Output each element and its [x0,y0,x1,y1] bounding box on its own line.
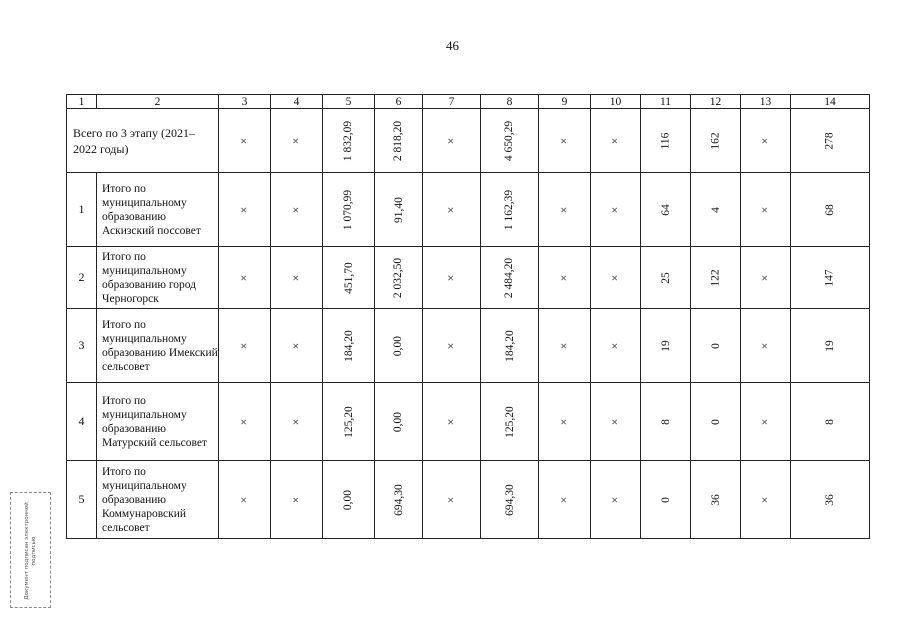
row-value-text: × [558,206,571,214]
row-value-text: × [759,206,772,214]
total-value-text: × [558,137,571,145]
municipality-name: Итого по муниципальному образованию Коммунаровский сельсовет [97,461,219,539]
table-row [67,461,870,539]
row-value-text: 8 [659,419,672,425]
row-value-text: 0 [659,497,672,503]
row-value [591,247,641,309]
row-value-text: 1 162,39 [503,189,516,231]
row-value [741,309,791,383]
column-number: 8 [481,95,539,109]
row-value-text: 0 [709,419,722,425]
row-value [219,461,271,539]
row-value [323,383,375,461]
total-value-text: × [238,137,251,145]
row-number: 5 [67,461,97,539]
row-value-text: 1 070,99 [342,189,355,231]
row-value-text: 694,30 [392,484,405,516]
row-value-text: × [238,496,251,504]
row-value [591,383,641,461]
row-value [741,173,791,247]
row-value-text: 2 032,50 [392,257,405,299]
row-value [641,247,691,309]
row-value-text: × [445,206,458,214]
row-value-text: 19 [659,340,672,352]
row-value-text: 19 [824,340,836,352]
row-value [323,309,375,383]
row-value-text: 64 [659,204,672,216]
row-value [591,461,641,539]
row-value [641,309,691,383]
row-value-text: × [558,274,571,282]
row-value [271,383,323,461]
table-row [67,309,870,383]
row-value [791,309,870,383]
row-value-text: × [445,274,458,282]
row-value-text: × [445,342,458,350]
total-value-text: × [759,137,772,145]
total-value [691,109,741,173]
municipality-name: Итого по муниципальному образованию Матурский сельсовет [97,383,219,461]
total-value [219,109,271,173]
row-value-text: 125,20 [503,406,516,438]
column-number: 10 [591,95,641,109]
row-value-text: × [558,342,571,350]
row-value [539,383,591,461]
row-value [423,383,481,461]
row-value [481,309,539,383]
row-value-text: × [445,418,458,426]
row-value-text: 184,20 [342,330,355,362]
row-value-text: 184,20 [503,330,516,362]
row-value [271,173,323,247]
row-value [691,247,741,309]
total-value [791,109,870,173]
row-value [539,461,591,539]
row-value-text: 25 [659,272,672,284]
row-value-text: 36 [709,494,722,506]
row-value-text: × [609,206,622,214]
row-value [375,247,423,309]
row-value [375,309,423,383]
row-value [323,461,375,539]
total-value-text: 1 832,09 [342,120,355,162]
total-value-text: 116 [659,132,672,150]
row-value-text: 122 [709,269,722,287]
stamp-text: Документ подписан электронной подписью [24,502,37,600]
row-value-text: 147 [824,269,836,287]
row-value [481,383,539,461]
total-row [67,109,870,173]
row-value [591,173,641,247]
row-value [219,383,271,461]
row-value-text: × [445,496,458,504]
row-value [539,173,591,247]
row-value [271,247,323,309]
row-value-text: 91,40 [392,197,405,223]
row-value [423,309,481,383]
total-value-text: × [609,137,622,145]
total-value [481,109,539,173]
row-value [539,309,591,383]
row-value [375,461,423,539]
municipality-name: Итого по муниципальному образованию Аскизский поссовет [97,173,219,247]
row-value-text: 0,00 [392,335,405,357]
row-value [423,247,481,309]
row-number: 3 [67,309,97,383]
total-value [741,109,791,173]
column-number: 4 [271,95,323,109]
row-value-text: × [558,496,571,504]
row-value-text: × [290,206,303,214]
column-number: 7 [423,95,481,109]
total-value [591,109,641,173]
row-value-text: 8 [824,419,836,425]
row-value [323,247,375,309]
row-value-text: × [290,342,303,350]
row-value-text: 125,20 [342,406,355,438]
row-value-text: × [238,418,251,426]
row-value-text: × [290,418,303,426]
row-value [219,247,271,309]
row-value [219,173,271,247]
column-number: 5 [323,95,375,109]
row-value [423,173,481,247]
row-value-text: × [558,418,571,426]
column-number: 9 [539,95,591,109]
row-value [375,383,423,461]
table-row [67,383,870,461]
municipality-name: Итого по муниципальному образованию Имекский сельсовет [97,309,219,383]
page-number: 46 [446,38,459,53]
column-number: 12 [691,95,741,109]
total-value-text: 162 [709,132,722,150]
row-value-text: × [238,342,251,350]
row-value-text: × [609,496,622,504]
row-number: 4 [67,383,97,461]
row-value [691,383,741,461]
row-value-text: 694,30 [503,484,516,516]
row-value [375,173,423,247]
total-value-text: 4 650,29 [503,120,516,162]
row-value [219,309,271,383]
row-value [691,461,741,539]
row-value [791,461,870,539]
row-value-text: × [609,274,622,282]
row-value-text: × [759,342,772,350]
row-value-text: 36 [824,494,836,506]
header-row [67,95,870,109]
column-number: 2 [97,95,219,109]
row-value [791,173,870,247]
row-value [271,461,323,539]
column-number: 1 [67,95,97,109]
row-value [791,383,870,461]
total-value [423,109,481,173]
row-value [591,309,641,383]
row-value [323,173,375,247]
data-table [66,94,870,539]
row-value-text: × [290,274,303,282]
row-value-text: × [238,274,251,282]
row-value-text: 451,70 [342,262,355,294]
row-value-text: × [759,274,772,282]
total-value [539,109,591,173]
row-value-text: × [609,342,622,350]
total-value [323,109,375,173]
total-value-text: 2 818,20 [392,120,405,162]
row-value [481,173,539,247]
total-value [641,109,691,173]
total-value-text: × [445,137,458,145]
row-value [691,173,741,247]
row-value-text: 0 [709,343,722,349]
table-row [67,173,870,247]
row-value [423,461,481,539]
row-value-text: × [759,496,772,504]
total-value-text: 278 [824,132,836,150]
municipality-name: Итого по муниципальному образованию город Черногорск [97,247,219,309]
row-value-text: 0,00 [392,411,405,433]
row-value [641,173,691,247]
table-row [67,247,870,309]
total-value [375,109,423,173]
row-value-text: 0,00 [342,489,355,511]
total-value-text: × [290,137,303,145]
row-value [481,461,539,539]
row-value-text: × [609,418,622,426]
row-value-text: 68 [824,204,836,216]
row-value [741,247,791,309]
row-value [791,247,870,309]
vertical-stamp [10,492,51,608]
row-value [641,461,691,539]
column-number: 3 [219,95,271,109]
column-number: 6 [375,95,423,109]
row-value [641,383,691,461]
row-value-text: 2 484,20 [503,257,516,299]
column-number: 13 [741,95,791,109]
column-number: 11 [641,95,691,109]
row-value [691,309,741,383]
row-value-text: × [290,496,303,504]
row-value [741,383,791,461]
total-label: Всего по 3 этапу (2021–2022 годы) [67,109,219,173]
row-value [271,309,323,383]
row-value [741,461,791,539]
column-number: 14 [791,95,870,109]
row-value [481,247,539,309]
row-number: 1 [67,173,97,247]
total-value [271,109,323,173]
row-value-text: × [238,206,251,214]
row-value [539,247,591,309]
row-value-text: 4 [709,207,722,213]
row-number: 2 [67,247,97,309]
row-value-text: × [759,418,772,426]
